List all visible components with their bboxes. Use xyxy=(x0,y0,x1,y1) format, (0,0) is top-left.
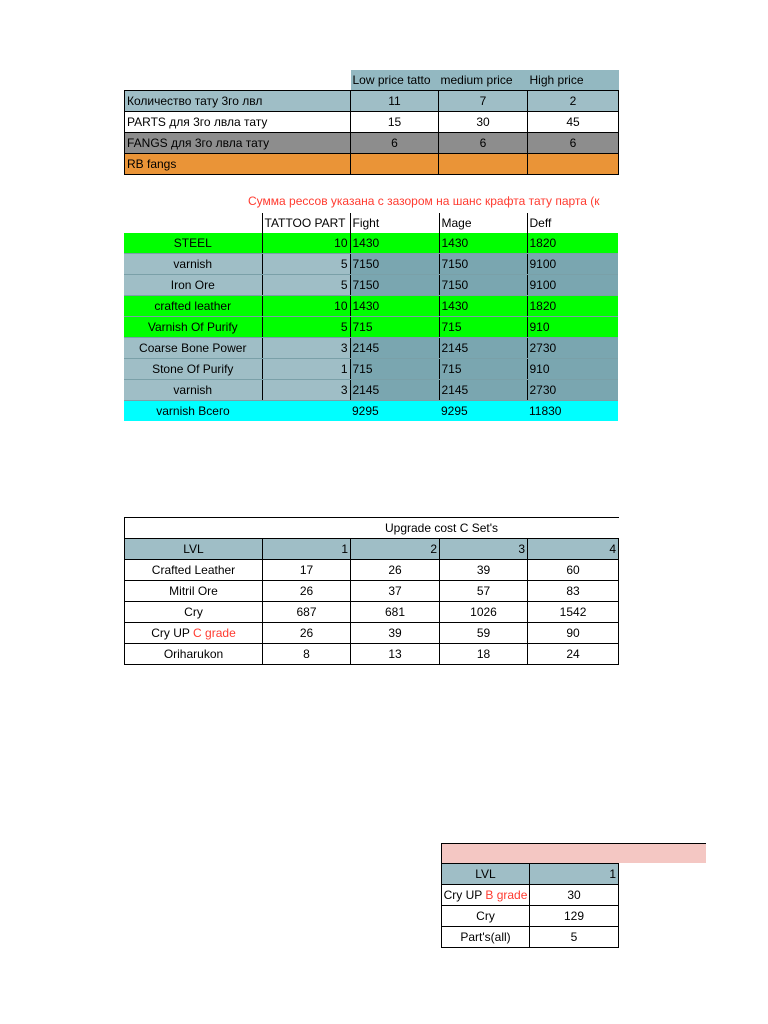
cell-deff: 1820 xyxy=(527,296,618,317)
upgrade-cost-c-table xyxy=(124,517,619,665)
cell-part: 10 xyxy=(262,233,350,254)
cell-fight: 2145 xyxy=(350,380,439,401)
cell-value: 83 xyxy=(528,581,619,602)
cell-fight: 2145 xyxy=(350,338,439,359)
row-label: Part's(all) xyxy=(442,927,530,948)
table-row xyxy=(442,885,619,906)
cell-deff: 2730 xyxy=(527,338,618,359)
cell-value: 2 xyxy=(528,91,619,112)
cell-part: 1 xyxy=(262,359,350,380)
total-fight: 9295 xyxy=(352,404,379,418)
cell-value: 681 xyxy=(351,602,440,623)
cell-fight: 715 xyxy=(350,359,439,380)
cell-deff: 910 xyxy=(527,359,618,380)
row-label-grade: B grade xyxy=(485,888,528,902)
tattoo-price-table xyxy=(124,70,619,175)
level-header: 1 xyxy=(530,864,619,885)
row-label: Stone Of Purify xyxy=(124,359,262,380)
table-title-row xyxy=(125,518,619,539)
row-label: Cry xyxy=(125,602,263,623)
cell-value: 26 xyxy=(263,581,351,602)
total-mage: 9295 xyxy=(441,404,468,418)
row-label: FANGS для 3го лвла тату xyxy=(125,133,351,154)
header-mage: Mage xyxy=(441,216,472,230)
cell-part: 3 xyxy=(262,338,350,359)
table-row xyxy=(124,296,618,317)
row-label: Количество тату 3го лвл xyxy=(125,91,351,112)
table-row xyxy=(125,623,619,644)
row-label-grade: C grade xyxy=(193,626,236,640)
cell-value: 37 xyxy=(351,581,440,602)
cell-value: 59 xyxy=(440,623,528,644)
header-medium-price: medium price xyxy=(439,70,528,91)
table-row xyxy=(124,275,618,296)
lvl-label: LVL xyxy=(442,864,530,885)
table-row xyxy=(124,254,618,275)
header-empty xyxy=(124,213,262,233)
table-total-row xyxy=(124,401,618,422)
table-row xyxy=(442,927,619,948)
row-label: PARTS для 3го лвла тату xyxy=(125,112,351,133)
cell-value: 30 xyxy=(530,885,619,906)
cell-value: 57 xyxy=(440,581,528,602)
cell-fight: 1430 xyxy=(350,233,439,254)
cell-value: 39 xyxy=(351,623,440,644)
upgrade-cost-b-table xyxy=(441,863,619,948)
cell-value: 30 xyxy=(439,112,528,133)
level-header: 2 xyxy=(351,539,440,560)
cell-deff: 910 xyxy=(527,317,618,338)
cell-value: 15 xyxy=(351,112,439,133)
cell-part: 5 xyxy=(262,275,350,296)
cell-value: 45 xyxy=(528,112,619,133)
cell-value xyxy=(439,154,528,175)
cell-value: 1542 xyxy=(528,602,619,623)
level-header: 4 xyxy=(528,539,619,560)
table-row xyxy=(125,581,619,602)
cell-value: 129 xyxy=(530,906,619,927)
total-label: varnish Всего xyxy=(156,404,230,418)
cell-deff: 1820 xyxy=(527,233,618,254)
cell-value: 24 xyxy=(528,644,619,665)
cell-mage: 7150 xyxy=(439,254,527,275)
cell-value: 8 xyxy=(263,644,351,665)
table-row xyxy=(124,380,618,401)
cell-mage: 715 xyxy=(439,317,527,338)
header-low-price: Low price tatto xyxy=(351,70,439,91)
header-high-price: High price xyxy=(528,70,619,91)
level-header: 3 xyxy=(440,539,528,560)
cell-value: 39 xyxy=(440,560,528,581)
row-label-main: Cry UP xyxy=(151,626,190,640)
cell-value: 6 xyxy=(351,133,439,154)
header-empty xyxy=(125,70,351,91)
cell-value: 60 xyxy=(528,560,619,581)
cell-value: 26 xyxy=(263,623,351,644)
table-header-row xyxy=(442,864,619,885)
cell-part: 10 xyxy=(262,296,350,317)
cell-fight: 715 xyxy=(350,317,439,338)
cell-value: 6 xyxy=(528,133,619,154)
row-label: crafted leather xyxy=(124,296,262,317)
cell-mage: 1430 xyxy=(439,296,527,317)
table-row xyxy=(124,317,618,338)
table-row xyxy=(125,602,619,623)
cell-mage: 715 xyxy=(439,359,527,380)
row-label: Varnish Of Purify xyxy=(124,317,262,338)
row-label-main: Cry UP xyxy=(443,888,483,902)
cell-part: 5 xyxy=(262,254,350,275)
row-label: Cry xyxy=(442,906,530,927)
tattoo-resources-table xyxy=(124,213,618,421)
table-row xyxy=(125,133,619,154)
header-fight: Fight xyxy=(350,213,439,233)
cell-part: 5 xyxy=(262,317,350,338)
cell-mage: 7150 xyxy=(439,275,527,296)
row-label xyxy=(125,623,263,644)
cell-fight: 1430 xyxy=(350,296,439,317)
table-row xyxy=(125,154,619,175)
cell-deff: 9100 xyxy=(527,254,618,275)
cell-value: 1026 xyxy=(440,602,528,623)
row-label: RB fangs xyxy=(125,154,351,175)
cell-value xyxy=(528,154,619,175)
row-label: Iron Ore xyxy=(124,275,262,296)
table-row xyxy=(442,906,619,927)
level-header: 1 xyxy=(263,539,351,560)
cell-value: 18 xyxy=(440,644,528,665)
cell-mage: 2145 xyxy=(439,338,527,359)
table-row xyxy=(124,338,618,359)
row-label: Coarse Bone Power xyxy=(124,338,262,359)
upgrade-cost-title: Upgrade cost C Set's xyxy=(125,518,619,539)
cell-value: 26 xyxy=(351,560,440,581)
row-label: Mitril Ore xyxy=(125,581,263,602)
pink-header-band xyxy=(441,843,706,863)
row-label: varnish xyxy=(124,380,262,401)
table-row xyxy=(125,644,619,665)
table-row xyxy=(125,112,619,133)
cell-mage: 1430 xyxy=(439,233,527,254)
table-header-row xyxy=(124,213,618,233)
cell-value: 13 xyxy=(351,644,440,665)
row-label: STEEL xyxy=(124,233,262,254)
lvl-label: LVL xyxy=(125,539,263,560)
cell-mage: 2145 xyxy=(439,380,527,401)
cell-deff: 2730 xyxy=(527,380,618,401)
row-label: Crafted Leather xyxy=(125,560,263,581)
table-row xyxy=(124,233,618,254)
row-label: Oriharukon xyxy=(125,644,263,665)
cell-fight: 7150 xyxy=(350,254,439,275)
cell-value: 17 xyxy=(263,560,351,581)
table-row xyxy=(125,560,619,581)
cell-value: 11 xyxy=(351,91,439,112)
row-label: varnish xyxy=(124,254,262,275)
cell-part: 3 xyxy=(262,380,350,401)
total-part-empty xyxy=(262,401,350,422)
cell-value: 90 xyxy=(528,623,619,644)
cell-fight: 7150 xyxy=(350,275,439,296)
cell-value: 7 xyxy=(439,91,528,112)
table-header-row xyxy=(125,70,619,91)
cell-value: 6 xyxy=(439,133,528,154)
header-tattoo-part: TATTOO PART xyxy=(262,213,350,233)
table-row xyxy=(124,359,618,380)
craft-chance-note: Сумма рессов указана с зазором на шанс крафта тату парта (к xyxy=(248,194,600,208)
cell-value: 5 xyxy=(530,927,619,948)
cell-value xyxy=(351,154,439,175)
cell-deff: 9100 xyxy=(527,275,618,296)
row-label xyxy=(442,885,530,906)
table-row xyxy=(125,91,619,112)
table-header-row xyxy=(125,539,619,560)
cell-value: 687 xyxy=(263,602,351,623)
total-deff: 11830 xyxy=(529,404,562,418)
header-deff: Deff xyxy=(527,213,618,233)
